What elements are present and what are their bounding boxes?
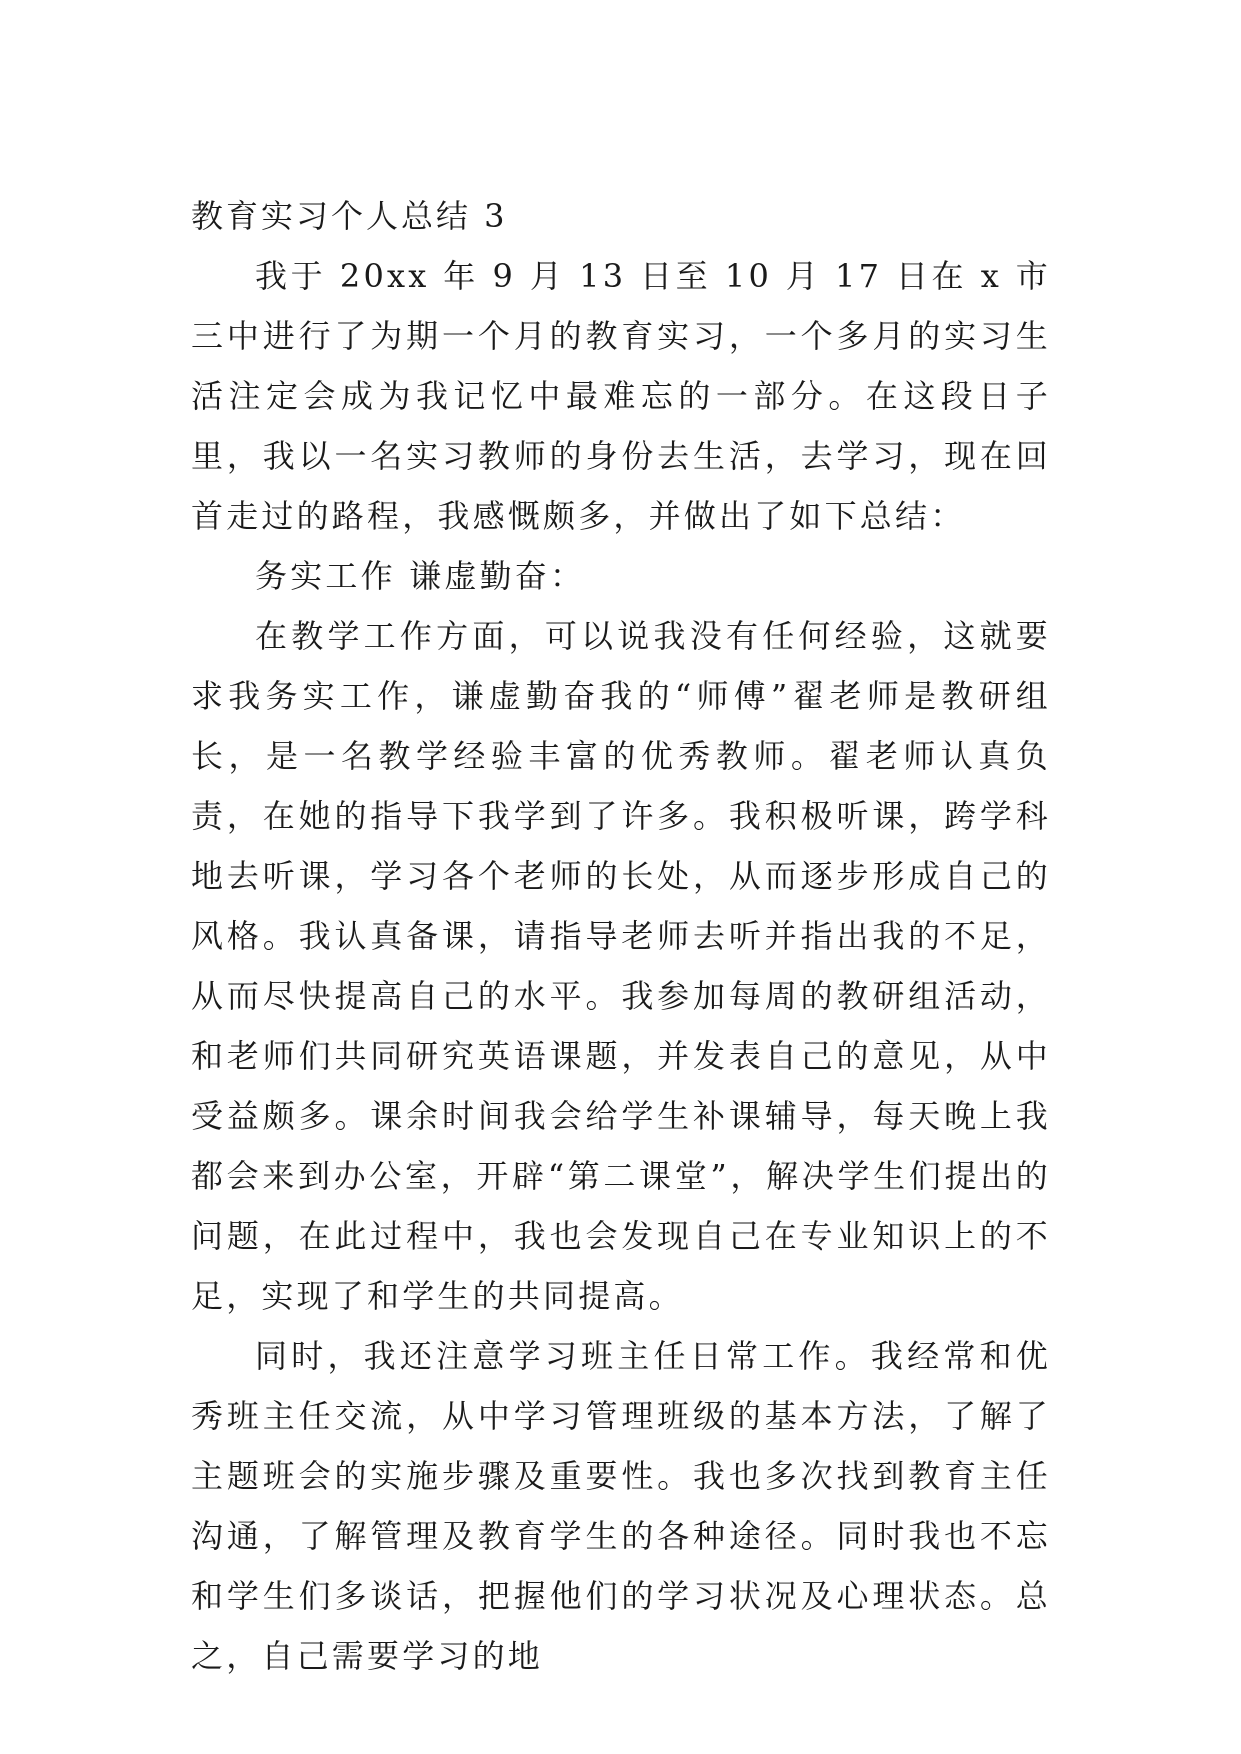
document-body bbox=[191, 186, 1051, 1686]
paragraph-class-management: 同时，我还注意学习班主任日常工作。我经常和优秀班主任交流，从中学习管理班级的基本方法，了解了主题班会的实施步骤及重要性。我也多次找到教育主任沟通，了解管理及教育学生的各种途径。同时我也不忘和学生们多谈话，把握他们的学习状况及心理状态。总之，自己需要学习的地 bbox=[191, 1337, 1051, 1675]
section-heading: 务实工作 谦虚勤奋： bbox=[255, 557, 586, 595]
paragraph-teaching: 在教学工作方面，可以说我没有任何经验，这就要求我务实工作，谦虚勤奋我的“师傅”翟老师是教研组长，是一名教学经验丰富的优秀教师。翟老师认真负责，在她的指导下我学到了许多。我积极听课，跨学科地去听课，学习各个老师的长处，从而逐步形成自己的风格。我认真备课，请指导老师去听并指出我的不足，从而尽快提高自己的水平。我参加每周的教研组活动，和老师们共同研究英语课题，并发表自己的意见，从中受益颇多。课余时间我会给学生补课辅导，每天晚上我都会来到办公室，开辟“第二课堂”，解决学生们提出的问题，在此过程中，我也会发现自己在专业知识上的不足，实现了和学生的共同提高。 bbox=[191, 617, 1051, 1315]
paragraph-intro: 我于 20xx 年 9 月 13 日至 10 月 17 日在 x 市三中进行了为期一个月的教育实习，一个多月的实习生活注定会成为我记忆中最难忘的一部分。在这段日子里，我以一名实习教师的身份去生活，去学习，现在回首走过的路程，我感慨颇多，并做出了如下总结： bbox=[191, 257, 1051, 535]
document-title: 教育实习个人总结 3 bbox=[191, 197, 508, 235]
